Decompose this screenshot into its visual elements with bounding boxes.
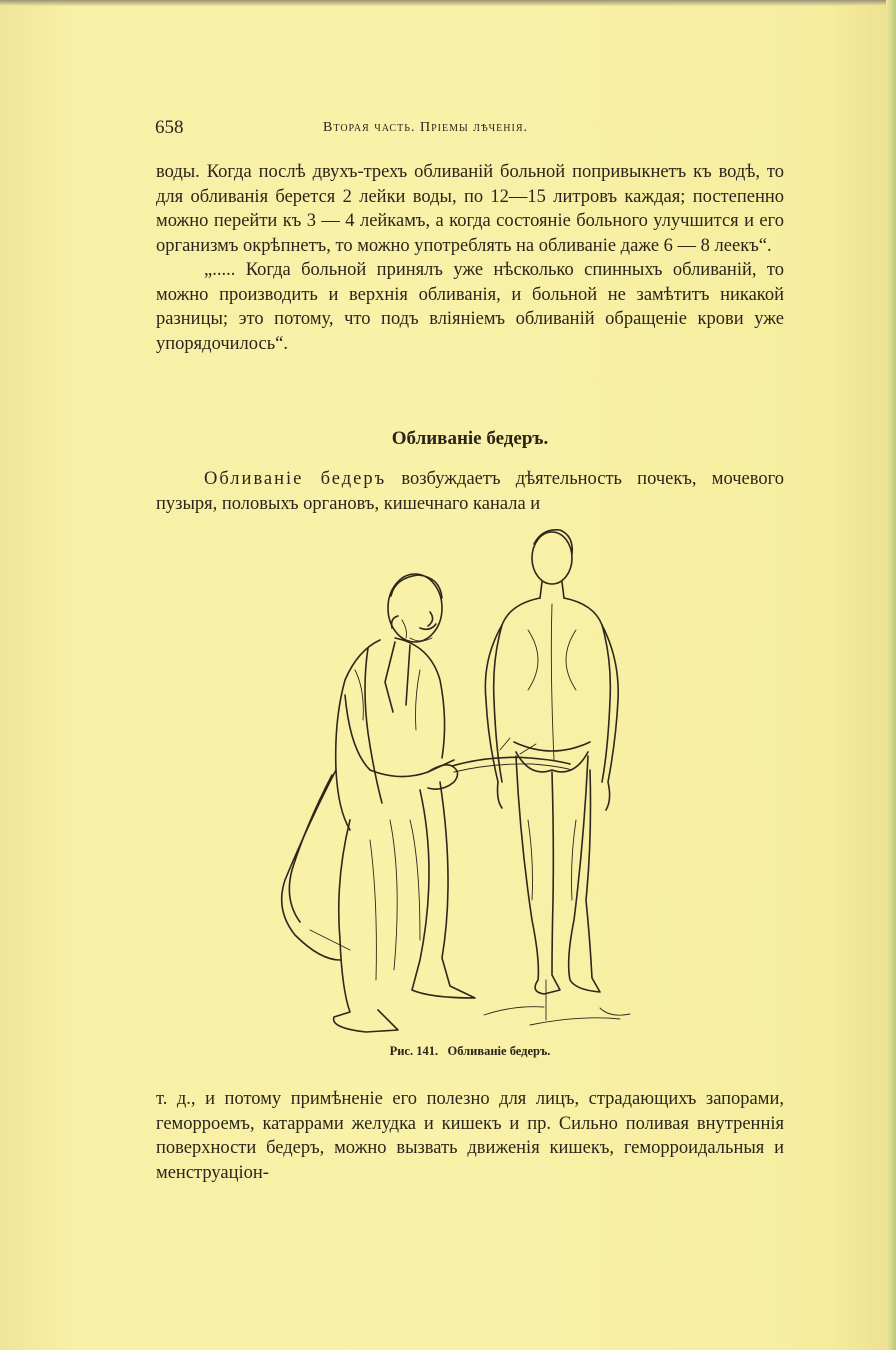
paragraph-4: т. д., и потому примѣненіе его полезно для лицъ, страдающихъ запорами, геморроемъ, катаррами желудка и кишекъ и пр. Сильно поливая внутреннія поверхности бедеръ, можно вызвать движенія кишекъ, геморроидальныя и менструаціон-	[156, 1089, 784, 1183]
figure-illustration	[270, 520, 810, 1045]
paragraph-1: воды. Когда послѣ двухъ-трехъ обливаній больной попривыкнетъ къ водѣ, то для обливанія берется 2 лейки воды, по 12—15 литровъ каждая; постепенно можно перейти къ 3 — 4 лейкамъ, а когда состояніе больного улучшится и его организмъ окрѣпнетъ, то можно употреблять на обливаніе даже 6 — 8 леекъ“.	[156, 162, 784, 256]
text-block-middle	[156, 467, 784, 516]
figure-caption	[156, 1044, 784, 1059]
text-block-top	[156, 160, 784, 356]
text-block-bottom	[156, 1087, 784, 1185]
paragraph-3	[156, 467, 784, 516]
paragraph-3-emphasis: Обливаніе бедеръ	[204, 469, 387, 489]
page-number: 658	[155, 117, 184, 138]
paragraph-2: „..... Когда больной принялъ уже нѣсколько спинныхъ обливаній, то можно производить и верхнія обливанія, и больной не замѣтитъ никакой разницы; это потому, что подъ вліяніемъ обливаній обращеніе крови уже упорядочилось“.	[156, 260, 784, 354]
page-top-edge	[0, 0, 896, 6]
thigh-douche-illustration	[270, 520, 810, 1045]
page-header	[155, 117, 785, 143]
running-title: Вторая часть. Пріемы лѣченія.	[323, 120, 528, 135]
attendant-figure	[282, 574, 475, 1032]
figure-caption-number: Рис. 141.	[389, 1044, 439, 1058]
figure-caption-title: Обливаніе бедеръ.	[447, 1044, 551, 1058]
patient-figure	[484, 530, 630, 1025]
section-heading: Обливаніе бедеръ.	[391, 428, 549, 449]
paragraph-3-rest: возбуждаетъ дѣятельность почекъ, мочевого пузыря, половыхъ органовъ, кишечнаго канала и	[156, 469, 784, 514]
page-right-edge	[886, 0, 896, 1350]
